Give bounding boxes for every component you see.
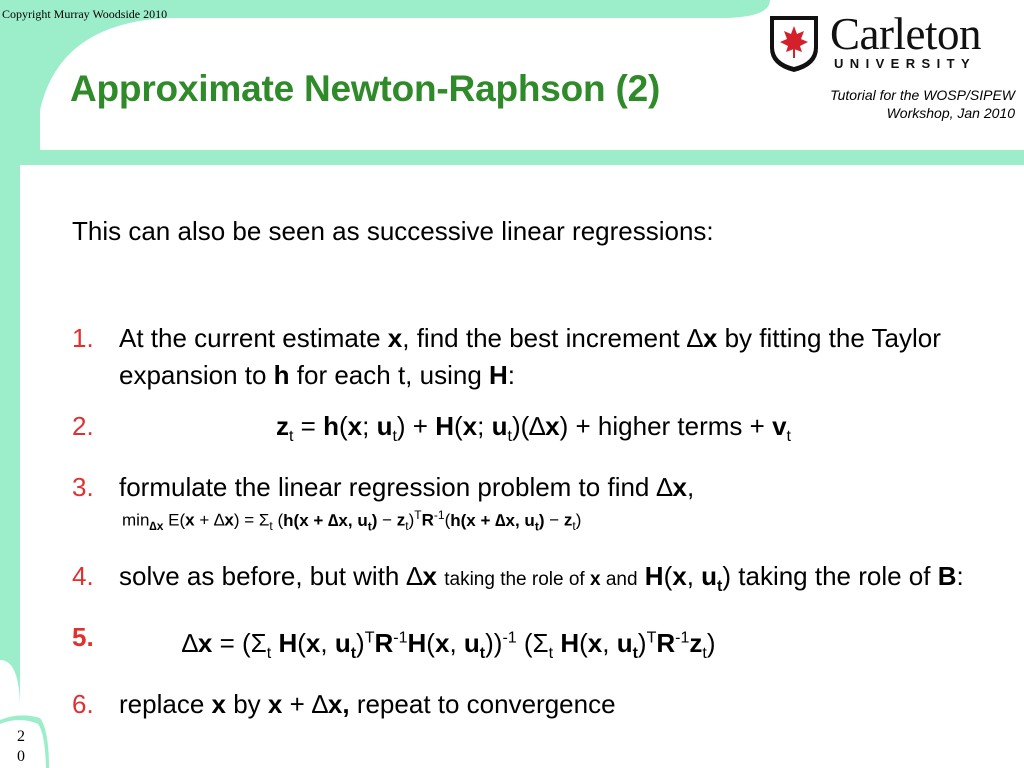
- logo-subtitle: UNIVERSITY: [834, 56, 977, 71]
- step-4: 4. solve as before, but with ∆x taking the role of x and H(x, $u_t$) taking the role of B:: [72, 558, 1012, 605]
- page-number: 2 0: [17, 728, 25, 765]
- step-5: 5. $\Delta x = (\Sigma_t$ H(x, $u_t)^TR^{-1}H(x$, $u_t))^{-1}$ ($\Sigma_t$ H(x, $u_t)^TR^{-1}z_t$): [72, 619, 1012, 672]
- step-number: 1.: [72, 323, 94, 353]
- step-2: 2. $z_t = h(x$; $u_t) + H(x$; $u_t)(\Delta x)$ + higher terms + $v_t$: [72, 408, 1012, 455]
- step-number: 5.: [72, 622, 94, 653]
- tagline-line-2: Workshop, Jan 2010: [886, 105, 1015, 121]
- step-3: 3. formulate the linear regression problem to find ∆x,: [72, 469, 1012, 506]
- shield-icon: [768, 14, 820, 74]
- slide-title: Approximate Newton-Raphson (2): [70, 68, 661, 109]
- regression-objective: $\min_{\Delta x} E(x + \Delta x) = \Sigma_t$ (h(x + ∆x, $u_t) - z_t)^TR^{-1}(h(x + \Delta x$, $u_t) - z_t$): [122, 508, 582, 534]
- step-6: 6. replace x by x + ∆x, repeat to convergence: [72, 686, 1012, 723]
- intro-text: This can also be seen as successive linear regressions:: [72, 216, 714, 246]
- logo-wordmark: Carleton: [830, 9, 981, 59]
- workshop-tagline: [830, 86, 1015, 122]
- step-number: 3.: [72, 472, 94, 503]
- copyright-notice: Copyright Murray Woodside 2010: [2, 7, 168, 21]
- step-1: 1. At the current estimate x, find the best increment ∆x by fitting the Taylor expansion to h for each t, using H:: [72, 320, 1012, 394]
- step-number: 6.: [72, 689, 94, 720]
- tagline-line-1: Tutorial for the WOSP/SIPEW: [830, 87, 1015, 103]
- step-number: 4.: [72, 561, 94, 592]
- carleton-logo: [768, 9, 1008, 74]
- step-number: 2.: [72, 411, 94, 441]
